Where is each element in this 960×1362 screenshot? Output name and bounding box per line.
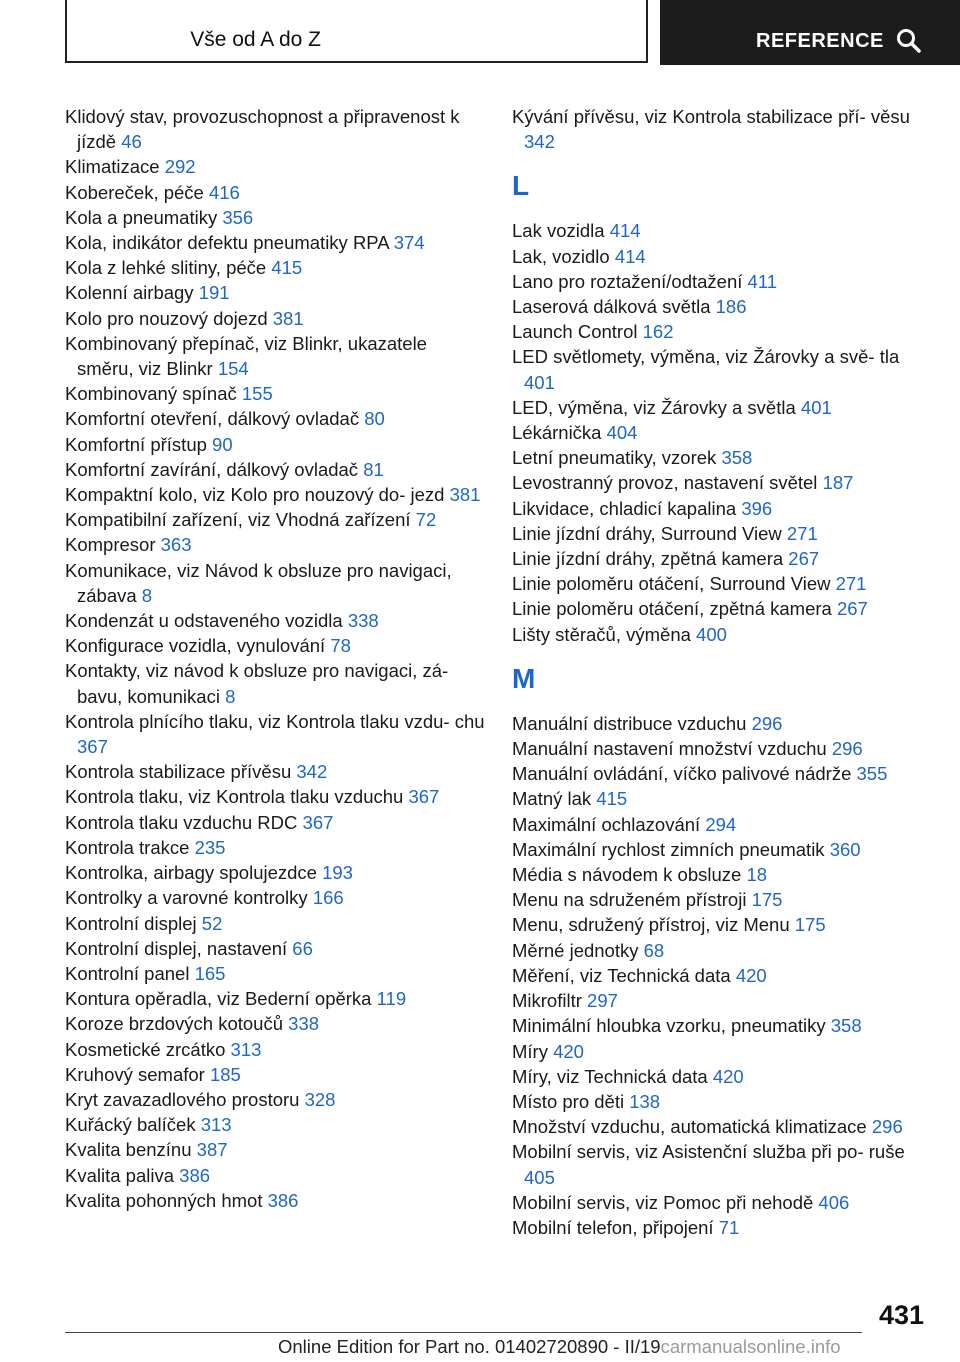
index-entry <box>65 230 485 255</box>
page-reference-link[interactable]: 294 <box>705 813 737 835</box>
page-reference-link[interactable]: 328 <box>304 1088 336 1110</box>
index-entry-text: Mikrofiltr <box>512 990 582 1012</box>
index-entry <box>512 887 932 912</box>
page-reference-link[interactable]: 386 <box>179 1164 211 1186</box>
index-entry <box>65 633 485 658</box>
index-entry <box>65 104 485 154</box>
edition-text: Online Edition for Part no. 01402720890 - II/19 <box>278 1336 661 1357</box>
index-entry-text: Kryt zavazadlového prostoru <box>65 1088 300 1110</box>
index-entry-text: Mobilní servis, viz Asistenční služba při po‐ ruše <box>512 1141 905 1163</box>
page-reference-link[interactable]: 313 <box>200 1114 232 1136</box>
index-entry-text: Kontakty, viz návod k obsluze pro navigaci, zá‐ bavu, komunikaci <box>65 660 449 707</box>
index-entry <box>65 1137 485 1162</box>
page-reference-link[interactable]: 420 <box>553 1040 584 1062</box>
page-reference-link[interactable]: 367 <box>302 811 334 833</box>
page-reference-link[interactable]: 193 <box>322 862 353 884</box>
page-reference-link[interactable]: 165 <box>194 962 226 984</box>
index-entry <box>65 331 485 381</box>
index-entry <box>512 294 932 319</box>
index-entry-text: Kvalita paliva <box>65 1164 175 1186</box>
page-reference-link[interactable]: 187 <box>822 472 854 494</box>
index-entry <box>512 1215 932 1240</box>
index-entry <box>512 1064 932 1089</box>
index-entry <box>65 810 485 835</box>
page-reference-link[interactable]: 138 <box>629 1090 661 1112</box>
index-entry-text: Letní pneumatiky, vzorek <box>512 447 717 469</box>
index-entry <box>512 244 932 269</box>
index-entry-text: Minimální hloubka vzorku, pneumatiky <box>512 1015 826 1037</box>
page-reference-link[interactable]: 411 <box>747 270 778 292</box>
index-entry-text: Kola z lehké slitiny, péče <box>65 257 267 279</box>
index-entry-text: Kola a pneumatiky <box>65 206 218 228</box>
index-entry <box>512 736 932 761</box>
page-reference-link[interactable]: 296 <box>871 1116 903 1138</box>
page-reference-link[interactable]: 68 <box>643 939 665 961</box>
index-entry-text: Menu, sdružený přístroj, viz Menu <box>512 914 790 936</box>
index-entry-text: Manuální ovládání, víčko palivové nádrže <box>512 763 852 785</box>
index-letter-heading: M <box>512 662 536 694</box>
index-entry-text: Lišty stěračů, výměna <box>512 623 691 645</box>
reference-tab-label: REFERENCE <box>756 30 884 52</box>
page-reference-link[interactable]: 356 <box>222 206 254 228</box>
index-entry <box>512 571 932 596</box>
index-entry-text: Kombinovaný spínač <box>65 383 237 405</box>
index-entry <box>65 885 485 910</box>
index-entry <box>65 1062 485 1087</box>
page-reference-link[interactable]: 338 <box>347 610 379 632</box>
page-reference-link[interactable]: 420 <box>735 964 767 986</box>
index-entry <box>512 912 932 937</box>
index-entry <box>512 395 932 420</box>
search-icon[interactable] <box>896 28 922 54</box>
index-entry <box>512 812 932 837</box>
index-entry <box>512 420 932 445</box>
index-entry-text: Kompatibilní zařízení, viz Vhodná zařízení <box>65 509 411 531</box>
index-entry-text: Kvalita pohonných hmot <box>65 1189 263 1211</box>
page-reference-link[interactable]: 155 <box>241 383 273 405</box>
index-entry-text: Množství vzduchu, automatická klimatizace <box>512 1116 867 1138</box>
index-entry <box>65 482 485 507</box>
index-entry-text: Kondenzát u odstaveného vozidla <box>65 610 343 632</box>
page-reference-link[interactable]: 297 <box>587 990 618 1012</box>
page-reference-link[interactable]: 367 <box>408 786 440 808</box>
index-entry <box>512 1114 932 1139</box>
index-entry-text: Kontura opěradla, viz Bederní opěrka <box>65 988 372 1010</box>
index-entry-text: Kontrolní panel <box>65 962 190 984</box>
page-reference-link[interactable]: 342 <box>524 131 555 153</box>
index-entry-text: Koroze brzdových kotoučů <box>65 1013 284 1035</box>
index-entry-text: Likvidace, chladicí kapalina <box>512 497 737 519</box>
index-entry <box>512 521 932 546</box>
index-entry-text: Maximální rychlost zimních pneumatik <box>512 838 825 860</box>
page-reference-link[interactable]: 235 <box>194 836 226 858</box>
index-entry-text: Kobereček, péče <box>65 181 204 203</box>
index-entry-text: Kontrola tlaku, viz Kontrola tlaku vzduchu <box>65 786 404 808</box>
index-entry <box>65 255 485 280</box>
index-entry <box>65 709 485 759</box>
index-entry-text: Kontrolní displej <box>65 912 197 934</box>
page-reference-link[interactable]: 66 <box>292 937 313 959</box>
section-title: Vše od A do Z <box>190 28 321 51</box>
index-entry <box>512 1013 932 1038</box>
page-reference-link[interactable]: 342 <box>296 761 328 783</box>
page-reference-link[interactable]: 363 <box>160 534 192 556</box>
index-column-left <box>65 104 485 1213</box>
header-frame <box>65 0 648 63</box>
index-entry-text: LED, výměna, viz Žárovky a světla <box>512 396 796 418</box>
page-reference-link[interactable]: 406 <box>818 1191 850 1213</box>
index-entry <box>65 532 485 557</box>
page-reference-link[interactable]: 267 <box>788 548 820 570</box>
index-entry <box>65 558 485 608</box>
index-entry-text: Lano pro roztažení/odtažení <box>512 270 743 292</box>
index-entry <box>65 306 485 331</box>
index-entry <box>512 344 932 394</box>
index-entry <box>65 1188 485 1213</box>
index-entry-text: Míry <box>512 1040 548 1062</box>
index-entry-text: Konfigurace vozidla, vynulování <box>65 635 326 657</box>
index-entry <box>512 1089 932 1114</box>
index-entry <box>512 963 932 988</box>
index-entry <box>65 658 485 708</box>
page-reference-link[interactable]: 367 <box>77 736 108 758</box>
index-entry-text: Média s návodem k obsluze <box>512 864 742 886</box>
page-reference-link[interactable]: 78 <box>330 635 351 657</box>
index-entry-text: LED světlomety, výměna, viz Žárovky a svě‐ tla <box>512 346 900 368</box>
index-entry-text: Lak vozidla <box>512 220 605 242</box>
index-entry <box>65 180 485 205</box>
index-entry-text: Komfortní otevření, dálkový ovladač <box>65 408 360 430</box>
footer <box>278 1336 841 1358</box>
page-reference-link[interactable]: 374 <box>393 232 425 254</box>
index-entry <box>512 622 932 647</box>
page-reference-link[interactable]: 271 <box>835 573 867 595</box>
index-entry <box>512 711 932 736</box>
index-entry-text: Mobilní telefon, připojení <box>512 1216 714 1238</box>
index-entry-text: Linie poloměru otáčení, zpětná kamera <box>512 598 832 620</box>
index-entry-text: Kontrolka, airbagy spolujezdce <box>65 862 317 884</box>
index-entry <box>512 786 932 811</box>
page-reference-link[interactable]: 8 <box>141 584 153 606</box>
page-reference-link[interactable]: 72 <box>415 509 437 531</box>
index-entry-text: Maximální ochlazování <box>512 813 701 835</box>
index-entry-text: Lak, vozidlo <box>512 245 610 267</box>
index-entry-text: Měrné jednotky <box>512 939 639 961</box>
page-reference-link[interactable]: 358 <box>830 1015 862 1037</box>
page-reference-link[interactable]: 191 <box>198 282 230 304</box>
page-reference-link[interactable]: 416 <box>208 181 240 203</box>
page-reference-link[interactable]: 296 <box>831 738 863 760</box>
page-reference-link[interactable]: 414 <box>609 220 641 242</box>
index-entry <box>65 835 485 860</box>
index-entry <box>65 961 485 986</box>
index-entry <box>65 1087 485 1112</box>
index-entry <box>512 269 932 294</box>
index-entry <box>512 596 932 621</box>
page-reference-link[interactable]: 381 <box>449 484 481 506</box>
page-reference-link[interactable]: 401 <box>800 396 832 418</box>
page-reference-link[interactable]: 175 <box>794 914 826 936</box>
page-reference-link[interactable]: 387 <box>196 1139 228 1161</box>
index-entry <box>65 1112 485 1137</box>
page-reference-link[interactable]: 355 <box>856 763 888 785</box>
page-reference-link[interactable]: 81 <box>363 458 384 480</box>
index-entry <box>512 319 932 344</box>
index-entry-text: Kruhový semafor <box>65 1063 205 1085</box>
index-entry <box>65 457 485 482</box>
page-reference-link[interactable]: 162 <box>642 321 674 343</box>
page-reference-link[interactable]: 186 <box>715 296 747 318</box>
index-entry-text: Míry, viz Technická data <box>512 1065 708 1087</box>
index-entry-text: Kola, indikátor defektu pneumatiky RPA <box>65 232 389 254</box>
page-reference-link[interactable]: 401 <box>524 371 555 393</box>
index-entry <box>65 1037 485 1062</box>
index-entry-text: Kontrola plnícího tlaku, viz Kontrola tlaku vzdu‐ chu <box>65 710 485 732</box>
index-entry <box>65 381 485 406</box>
index-entry-text: Manuální distribuce vzduchu <box>512 712 747 734</box>
index-entry-text: Linie poloměru otáčení, Surround View <box>512 573 831 595</box>
index-letter-heading: L <box>512 170 530 202</box>
index-entry <box>512 104 932 154</box>
index-entry <box>65 154 485 179</box>
page-reference-link[interactable]: 381 <box>272 307 304 329</box>
index-entry <box>512 496 932 521</box>
index-entry-text: Kvalita benzínu <box>65 1139 192 1161</box>
index-entry <box>65 936 485 961</box>
page-reference-link[interactable]: 414 <box>614 245 646 267</box>
index-entry-text: Lékárnička <box>512 422 602 444</box>
page-reference-link[interactable]: 396 <box>741 497 773 519</box>
index-column-right <box>512 104 932 1240</box>
index-entry-text: Kosmetické zrcátko <box>65 1038 226 1060</box>
index-entry-text: Kompresor <box>65 534 156 556</box>
page-reference-link[interactable]: 46 <box>121 131 142 153</box>
page-reference-link[interactable]: 415 <box>271 257 303 279</box>
index-entry-text: Kontrola stabilizace přívěsu <box>65 761 292 783</box>
index-entry-text: Kombinovaný přepínač, viz Blinkr, ukazatele směru, viz Blinkr <box>65 332 427 380</box>
index-entry-text: Linie jízdní dráhy, Surround View <box>512 522 782 544</box>
page-reference-link[interactable]: 80 <box>364 408 385 430</box>
index-entry-text: Klimatizace <box>65 156 160 178</box>
index-entry <box>65 1163 485 1188</box>
page-reference-link[interactable]: 360 <box>829 838 861 860</box>
index-entry <box>512 1190 932 1215</box>
index-entry <box>512 938 932 963</box>
page-reference-link[interactable]: 18 <box>746 864 768 886</box>
index-entry <box>65 759 485 784</box>
index-entry-text: Kontrolky a varovné kontrolky <box>65 887 308 909</box>
page-reference-link[interactable]: 267 <box>836 598 868 620</box>
page-reference-link[interactable]: 358 <box>721 447 753 469</box>
index-entry <box>512 470 932 495</box>
page-reference-link[interactable]: 313 <box>230 1038 262 1060</box>
index-entry <box>512 1139 932 1189</box>
page-reference-link[interactable]: 404 <box>606 422 638 444</box>
index-entry-text: Kompaktní kolo, viz Kolo pro nouzový do‐ jezd <box>65 484 445 506</box>
page-reference-link[interactable]: 415 <box>596 788 628 810</box>
index-entry-text: Kontrola tlaku vzduchu RDC <box>65 811 298 833</box>
index-entry <box>65 507 485 532</box>
index-entry <box>65 986 485 1011</box>
index-entry-text: Komfortní zavírání, dálkový ovladač <box>65 458 359 480</box>
index-entry-text: Linie jízdní dráhy, zpětná kamera <box>512 548 784 570</box>
index-entry <box>512 837 932 862</box>
index-entry <box>512 988 932 1013</box>
index-entry <box>512 546 932 571</box>
index-entry <box>512 445 932 470</box>
index-entry-text: Mobilní servis, viz Pomoc při nehodě <box>512 1191 814 1213</box>
index-entry-text: Měření, viz Technická data <box>512 964 731 986</box>
index-entry <box>512 862 932 887</box>
page-reference-link[interactable]: 405 <box>524 1166 555 1188</box>
page-reference-link[interactable]: 400 <box>696 623 727 645</box>
page-reference-link[interactable]: 296 <box>751 712 783 734</box>
index-entry <box>65 205 485 230</box>
index-entry-text: Klidový stav, provozuschopnost a připravenost k jízdě <box>65 106 460 153</box>
index-entry <box>65 1011 485 1036</box>
page-reference-link[interactable]: 166 <box>312 887 344 909</box>
page-reference-link[interactable]: 8 <box>225 685 236 707</box>
page-reference-link[interactable]: 52 <box>201 912 223 934</box>
page-reference-link[interactable]: 154 <box>217 358 249 380</box>
index-entry <box>512 761 932 786</box>
page-reference-link[interactable]: 119 <box>376 988 407 1010</box>
page-reference-link[interactable]: 386 <box>267 1189 299 1211</box>
index-entry <box>512 1039 932 1064</box>
index-entry-text: Komfortní přístup <box>65 433 207 455</box>
index-entry-text: Místo pro děti <box>512 1090 625 1112</box>
index-entry-text: Matný lak <box>512 788 592 810</box>
index-entry-text: Kontrolní displej, nastavení <box>65 937 288 959</box>
index-entry-text: Menu na sdruženém přístroji <box>512 889 747 911</box>
index-entry <box>65 280 485 305</box>
index-entry <box>65 784 485 809</box>
index-entry-text: Komunikace, viz Návod k obsluze pro navigaci, zábava <box>65 559 452 606</box>
index-entry-text: Launch Control <box>512 321 638 343</box>
page-reference-link[interactable]: 271 <box>786 522 818 544</box>
index-entry-text: Levostranný provoz, nastavení světel <box>512 472 818 494</box>
index-entry <box>512 218 932 243</box>
index-entry <box>65 608 485 633</box>
index-entry <box>65 860 485 885</box>
index-entry-text: Kolenní airbagy <box>65 282 194 304</box>
watermark-text: carmanualsonline.info <box>660 1336 841 1357</box>
index-entry-text: Kolo pro nouzový dojezd <box>65 307 268 329</box>
index-entry-text: Kontrola trakce <box>65 836 190 858</box>
page-reference-link[interactable]: 420 <box>712 1065 744 1087</box>
page-number: 431 <box>878 1300 924 1330</box>
page-reference-link[interactable]: 185 <box>209 1063 241 1085</box>
page-reference-link[interactable]: 292 <box>164 156 196 178</box>
index-entry-text: Manuální nastavení množství vzduchu <box>512 738 827 760</box>
page-reference-link[interactable]: 71 <box>718 1216 740 1238</box>
page-reference-link[interactable]: 338 <box>288 1013 320 1035</box>
index-entry <box>65 911 485 936</box>
footer-divider <box>65 1332 862 1333</box>
index-entry-text: Laserová dálková světla <box>512 296 711 318</box>
reference-tab[interactable] <box>660 0 960 65</box>
page-reference-link[interactable]: 175 <box>751 889 783 911</box>
index-entry <box>65 406 485 431</box>
index-entry <box>65 432 485 457</box>
index-entry-text: Kývání přívěsu, viz Kontrola stabilizace pří‐ věsu <box>512 106 910 127</box>
page-reference-link[interactable]: 90 <box>212 433 233 455</box>
index-entry-text: Kuřácký balíček <box>65 1114 196 1136</box>
